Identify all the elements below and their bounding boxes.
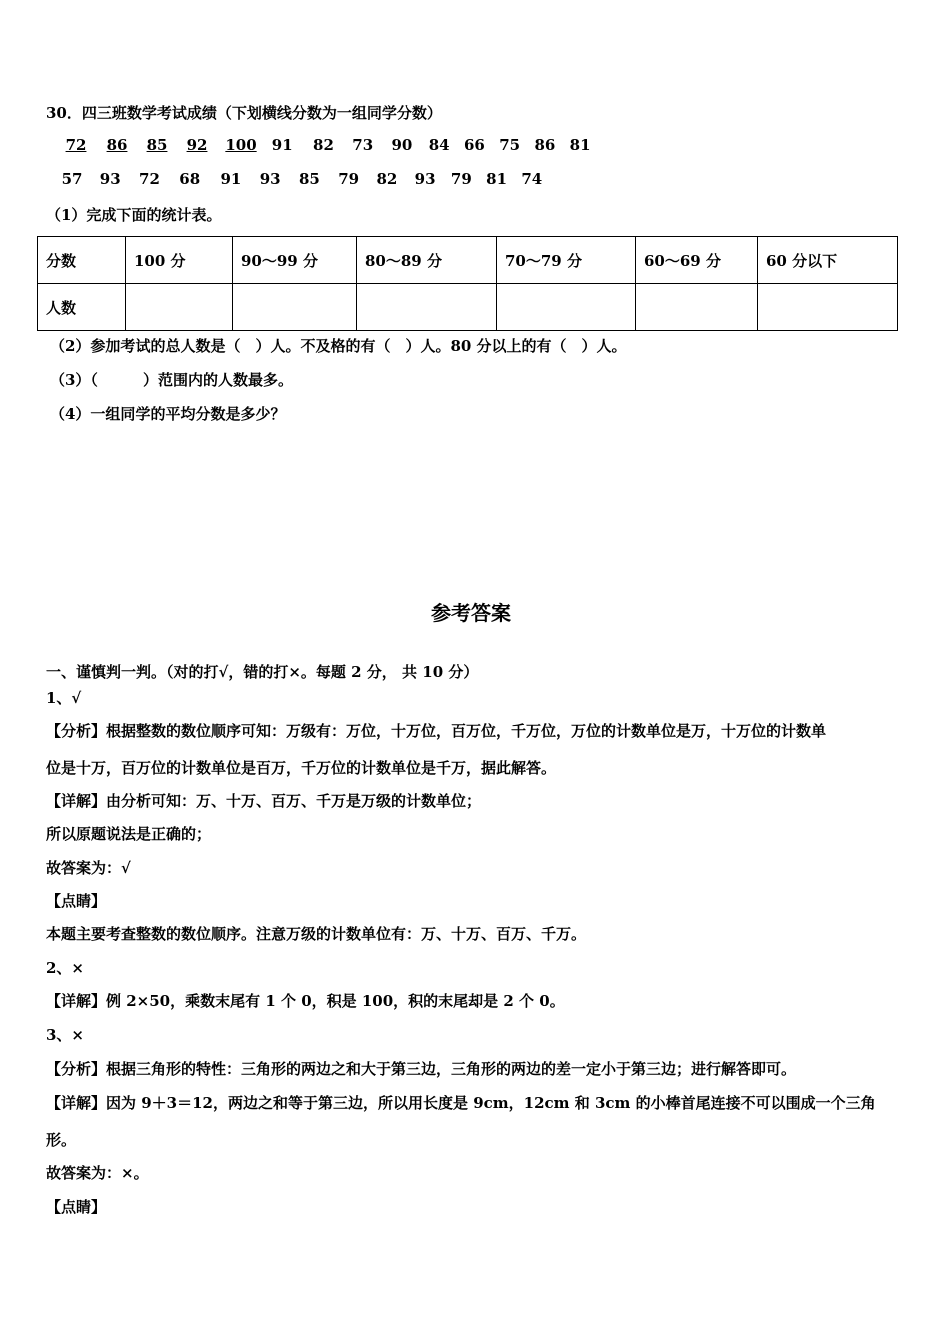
- sub-question-2: （2）参加考试的总人数是（ ）人。不及格的有（ ）人。80 分以上的有（ ）人。: [50, 337, 627, 355]
- answer-cell[interactable]: [126, 284, 233, 331]
- table-row-label: 人数: [38, 284, 126, 331]
- answer-line: 【详解】例 2×50，乘数末尾有 1 个 0，积是 100，积的末尾却是 2 个 0。: [46, 992, 565, 1010]
- answer-line: 形。: [46, 1131, 77, 1149]
- scores-row-1: [62, 136, 595, 154]
- score: 68: [179, 170, 201, 188]
- answers-heading: 参考答案: [431, 601, 511, 625]
- score: 79: [338, 170, 360, 188]
- answer-line: 位是十万，百万位的计数单位是百万，千万位的计数单位是千万，据此解答。: [46, 759, 557, 777]
- score: 57: [61, 170, 83, 188]
- score: 93: [414, 170, 436, 188]
- answer-line: 3、×: [46, 1026, 85, 1044]
- score: 81: [486, 170, 508, 188]
- sub-question-1: （1）完成下面的统计表。: [46, 206, 222, 224]
- answer-line: 【分析】根据整数的数位顺序可知：万级有：万位，十万位，百万位，千万位，万位的计数单位是万，十万位的计数单: [46, 722, 827, 740]
- score: 91: [220, 170, 242, 188]
- answer-line: 【点睛】: [46, 1198, 107, 1216]
- score: 72: [139, 170, 160, 188]
- score: 90: [391, 136, 413, 154]
- sub-question-3: （3）（ ）范围内的人数最多。: [50, 371, 293, 389]
- answer-line: 故答案为：√: [46, 859, 131, 877]
- answer-line: 【详解】因为 9＋3＝12，两边之和等于第三边，所以用长度是 9cm，12cm 和 3cm 的小棒首尾连接不可以围成一个三角: [46, 1094, 876, 1112]
- scores-row-2: [56, 170, 547, 188]
- group-score: 92: [186, 136, 208, 154]
- group-score: 100: [225, 136, 257, 154]
- answer-line: 故答案为：×。: [46, 1164, 149, 1182]
- answer-line: 2、×: [46, 959, 85, 977]
- question-title: 30．四三班数学考试成绩（下划横线分数为一组同学分数）: [46, 104, 442, 122]
- score: 79: [450, 170, 472, 188]
- group-score: 72: [65, 136, 87, 154]
- answer-cell[interactable]: [233, 284, 357, 331]
- group-score: 86: [106, 136, 128, 154]
- score: 66: [463, 136, 485, 154]
- answer-line: 【点睛】: [46, 892, 107, 910]
- table-header-row: [38, 237, 898, 284]
- score: 75: [499, 136, 521, 154]
- score: 86: [534, 136, 556, 154]
- sub-question-4: （4）一组同学的平均分数是多少？: [50, 405, 286, 423]
- table-header-cell: 90～99 分: [233, 237, 357, 284]
- answer-line: 本题主要考查整数的数位顺序。注意万级的计数单位有：万、十万、百万、千万。: [46, 925, 587, 943]
- score: 84: [428, 136, 450, 154]
- score: 93: [99, 170, 121, 188]
- answer-line: 【详解】由分析可知：万、十万、百万、千万是万级的计数单位；: [46, 792, 482, 810]
- table-header-cell: 100 分: [126, 237, 233, 284]
- table-header-cell: 70～79 分: [497, 237, 636, 284]
- table-header-cell: 分数: [38, 237, 126, 284]
- score: 74: [521, 170, 543, 188]
- group-score: 85: [146, 136, 168, 154]
- table-header-cell: 80～89 分: [357, 237, 497, 284]
- score: 93: [259, 170, 281, 188]
- answer-line: 【分析】根据三角形的特性：三角形的两边之和大于第三边，三角形的两边的差一定小于第三边；进行解答即可。: [46, 1060, 797, 1078]
- score: 82: [313, 136, 334, 154]
- statistics-table: [37, 236, 898, 331]
- answer-cell[interactable]: [497, 284, 636, 331]
- answers-section-title: 一、谨慎判一判。（对的打√，错的打×。每题 2 分， 共 10 分）: [46, 663, 479, 681]
- score: 82: [376, 170, 398, 188]
- answer-line: 1、√: [46, 689, 82, 707]
- answer-line: 所以原题说法是正确的；: [46, 825, 212, 843]
- answer-cell[interactable]: [357, 284, 497, 331]
- table-header-cell: 60 分以下: [758, 237, 898, 284]
- score: 91: [271, 136, 293, 154]
- score: 81: [569, 136, 591, 154]
- answer-cell[interactable]: [758, 284, 898, 331]
- table-row: [38, 284, 898, 331]
- table-header-cell: 60～69 分: [636, 237, 758, 284]
- score: 85: [298, 170, 320, 188]
- answer-cell[interactable]: [636, 284, 758, 331]
- score: 73: [352, 136, 374, 154]
